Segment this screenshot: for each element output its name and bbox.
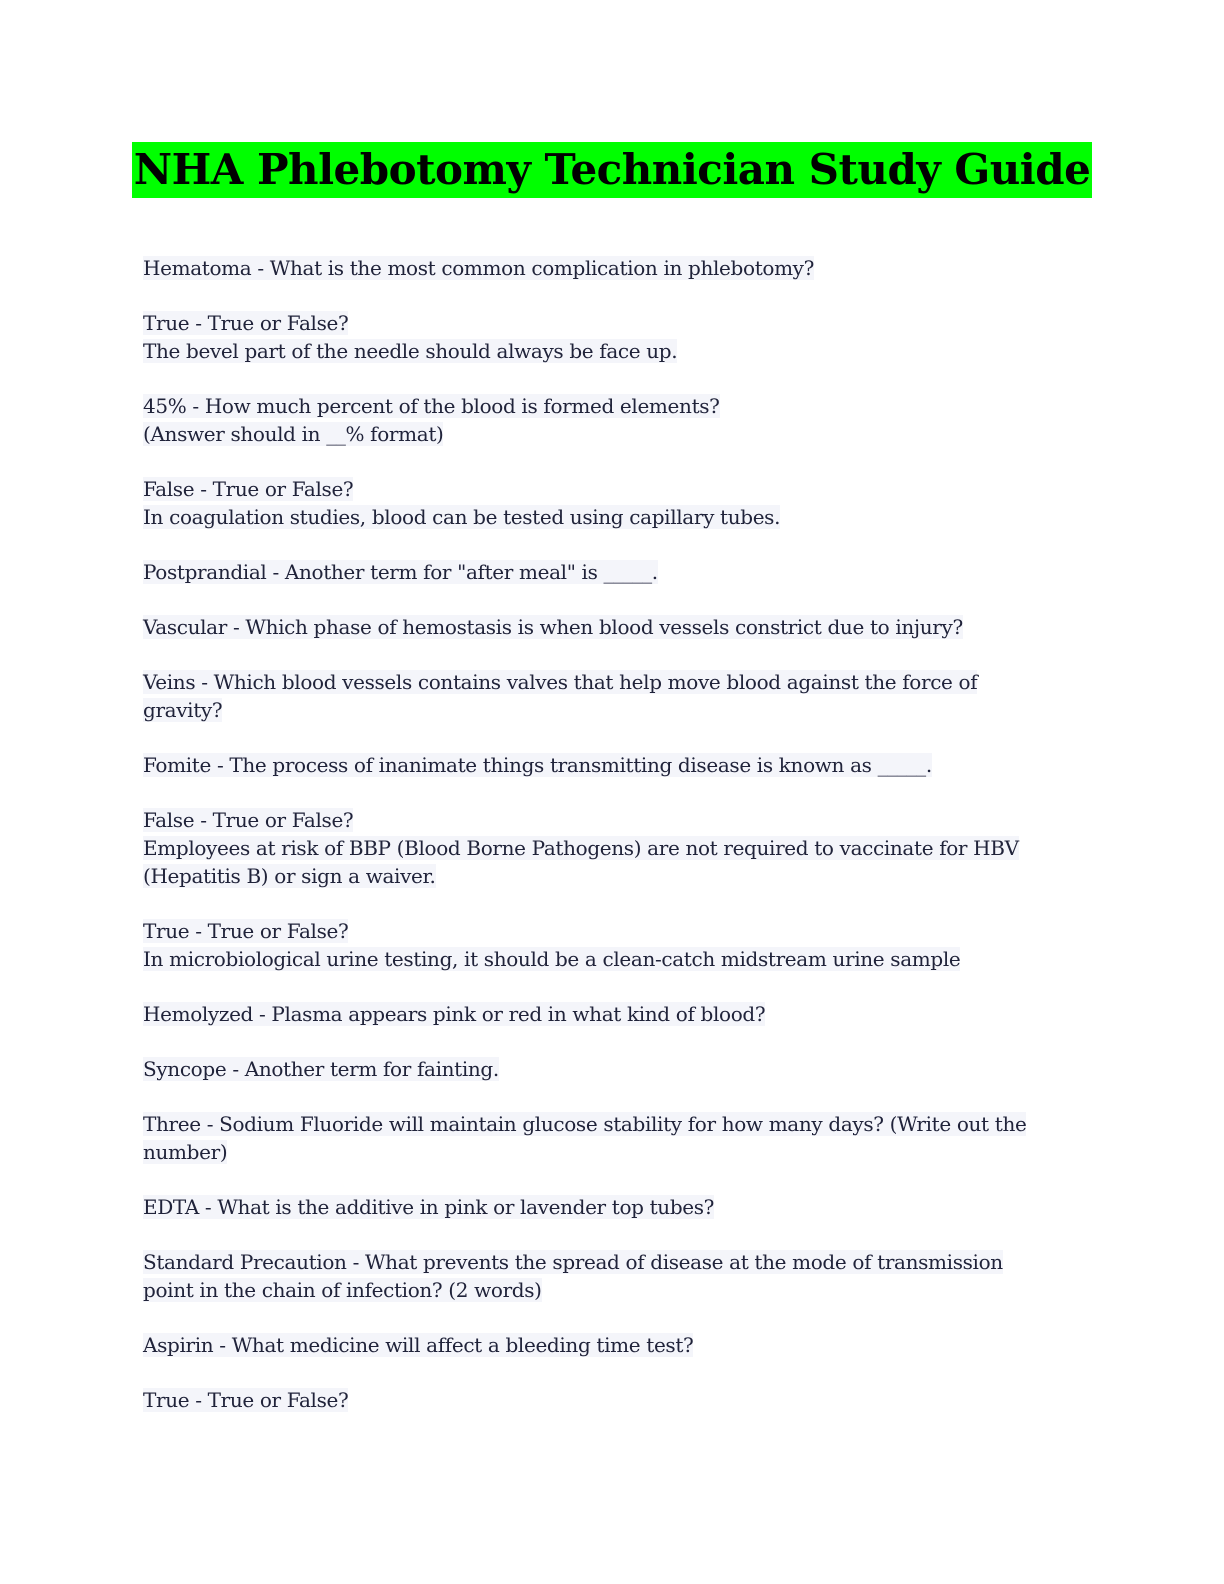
qa-line-row <box>143 337 1083 365</box>
qa-line-row <box>143 1276 1083 1304</box>
qa-item <box>143 917 1083 973</box>
qa-line: Hemolyzed - Plasma appears pink or red in what kind of blood? <box>143 1002 766 1026</box>
qa-line: Three - Sodium Fluoride will maintain glucose stability for how many days? (Write out the <box>143 1112 1027 1136</box>
qa-line-row <box>143 834 1083 862</box>
qa-line-row <box>143 1248 1083 1276</box>
qa-line: (Answer should in __% format) <box>143 422 444 446</box>
qa-line: In microbiological urine testing, it should be a clean-catch midstream urine sample <box>143 947 961 971</box>
qa-list <box>143 254 1083 1441</box>
qa-line: True - True or False? <box>143 1388 349 1412</box>
qa-line-row <box>143 862 1083 890</box>
qa-line: gravity? <box>143 698 223 722</box>
qa-line-row <box>143 254 1083 282</box>
qa-line: Veins - Which blood vessels contains valves that help move blood against the force of <box>143 670 978 694</box>
qa-line-row <box>143 309 1083 337</box>
qa-line-row <box>143 1000 1083 1028</box>
qa-item <box>143 1248 1083 1304</box>
qa-item <box>143 392 1083 448</box>
qa-item <box>143 751 1083 779</box>
qa-item <box>143 1331 1083 1359</box>
qa-line-row <box>143 917 1083 945</box>
qa-item <box>143 668 1083 724</box>
qa-line: point in the chain of infection? (2 words) <box>143 1278 542 1302</box>
qa-line-row <box>143 696 1083 724</box>
document-title: NHA Phlebotomy Technician Study Guide <box>132 142 1093 198</box>
qa-line-row <box>143 420 1083 448</box>
qa-line: The bevel part of the needle should always be face up. <box>143 339 678 363</box>
qa-line: Postprandial - Another term for "after meal" is _____. <box>143 560 658 584</box>
qa-line: Vascular - Which phase of hemostasis is when blood vessels constrict due to injury? <box>143 615 963 639</box>
qa-item <box>143 1000 1083 1028</box>
qa-line: Standard Precaution - What prevents the spread of disease at the mode of transmission <box>143 1250 1003 1274</box>
qa-line-row <box>143 392 1083 420</box>
qa-item <box>143 1110 1083 1166</box>
qa-line: EDTA - What is the additive in pink or lavender top tubes? <box>143 1195 715 1219</box>
qa-line-row <box>143 613 1083 641</box>
qa-line-row <box>143 668 1083 696</box>
qa-line-row <box>143 751 1083 779</box>
qa-item <box>143 254 1083 282</box>
qa-line: 45% - How much percent of the blood is formed elements? <box>143 394 720 418</box>
qa-line: Hematoma - What is the most common complication in phlebotomy? <box>143 256 815 280</box>
qa-item <box>143 1193 1083 1221</box>
qa-line-row <box>143 945 1083 973</box>
qa-line-row <box>143 806 1083 834</box>
qa-item <box>143 806 1083 890</box>
qa-line-row <box>143 503 1083 531</box>
qa-line-row <box>143 1193 1083 1221</box>
qa-line: True - True or False? <box>143 311 349 335</box>
qa-line: In coagulation studies, blood can be tested using capillary tubes. <box>143 505 781 529</box>
qa-line-row <box>143 1331 1083 1359</box>
qa-line: Fomite - The process of inanimate things transmitting disease is known as _____. <box>143 753 932 777</box>
qa-line: number) <box>143 1140 228 1164</box>
qa-line: False - True or False? <box>143 808 354 832</box>
qa-line: False - True or False? <box>143 477 354 501</box>
qa-line: Aspirin - What medicine will affect a bleeding time test? <box>143 1333 694 1357</box>
qa-line: Syncope - Another term for fainting. <box>143 1057 499 1081</box>
title-container <box>0 142 1224 198</box>
qa-line-row <box>143 1138 1083 1166</box>
qa-line-row <box>143 1386 1083 1414</box>
qa-line: Employees at risk of BBP (Blood Borne Pathogens) are not required to vaccinate for HBV <box>143 836 1019 860</box>
qa-line-row <box>143 558 1083 586</box>
qa-item <box>143 613 1083 641</box>
qa-line-row <box>143 475 1083 503</box>
qa-line-row <box>143 1055 1083 1083</box>
qa-item <box>143 475 1083 531</box>
qa-item <box>143 1386 1083 1414</box>
qa-item <box>143 309 1083 365</box>
qa-line: True - True or False? <box>143 919 349 943</box>
qa-item <box>143 558 1083 586</box>
qa-line-row <box>143 1110 1083 1138</box>
qa-line: (Hepatitis B) or sign a waiver. <box>143 864 436 888</box>
qa-item <box>143 1055 1083 1083</box>
